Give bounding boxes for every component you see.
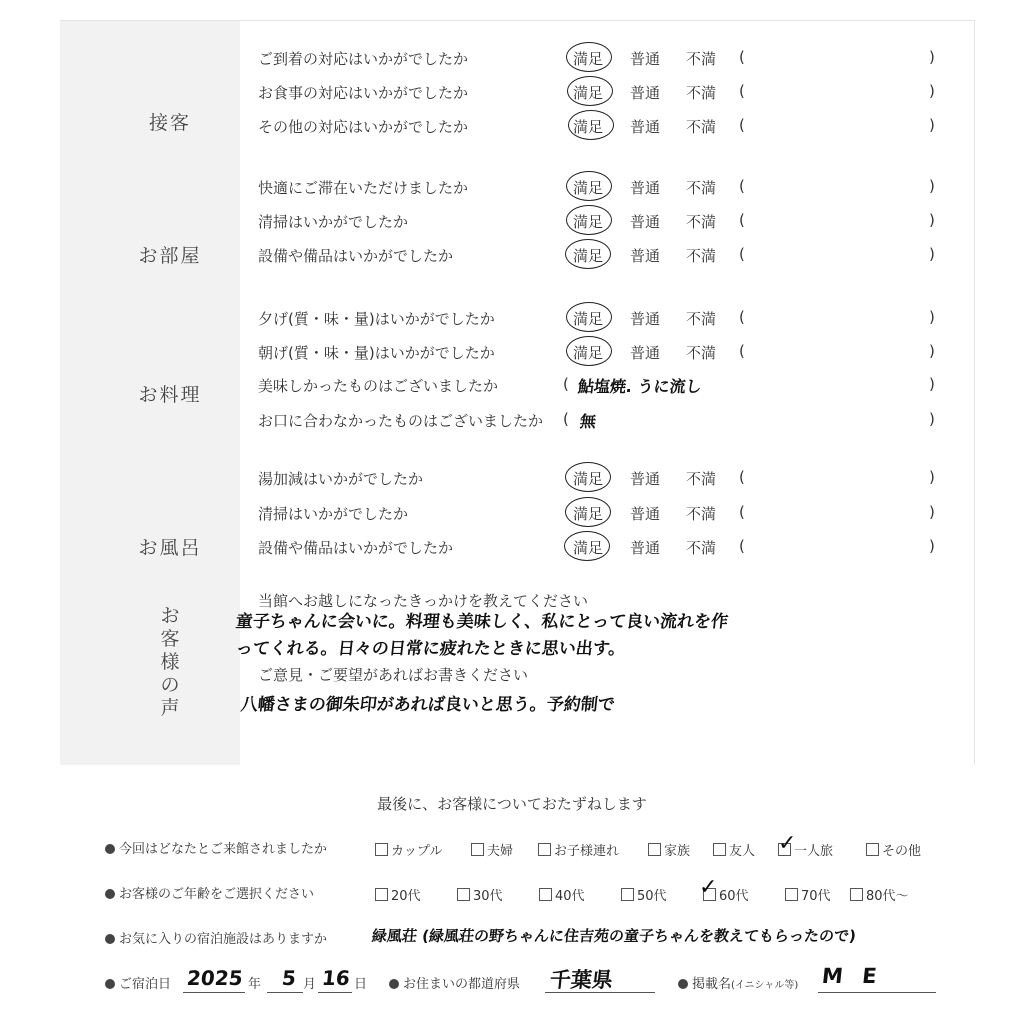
option-unsatisfied[interactable]: 不満: [686, 470, 717, 488]
option-satisfied[interactable]: 満足: [573, 247, 604, 265]
visit-type-family-checkbox[interactable]: 家族: [648, 840, 690, 859]
question-disliked-food: お口に合わなかったものはございましたか: [258, 412, 544, 430]
question-meal-service: お食事の対応はいかがでしたか: [258, 84, 469, 102]
question-arrival: ご到着の対応はいかがでしたか: [258, 50, 469, 68]
selection-circle: [566, 171, 612, 201]
comment-close-paren: ): [929, 116, 935, 134]
closing-heading: 最後に、お客様についておたずねします: [377, 795, 647, 813]
question-breakfast: 朝げ(質・味・量)はいかがでしたか: [258, 344, 495, 362]
visit-type-question: 今回はどなたとご来館されましたか: [105, 838, 327, 857]
comment-open-paren: (: [563, 410, 569, 428]
feedback-prompt: ご意見・ご要望があればお書きください: [258, 666, 529, 684]
question-room-cleaning: 清掃はいかがでしたか: [258, 213, 409, 231]
option-satisfied[interactable]: 満足: [573, 84, 604, 102]
section-label-service: 接客: [148, 112, 191, 134]
comment-close-paren: ): [929, 342, 935, 360]
option-unsatisfied[interactable]: 不満: [686, 505, 717, 523]
visit-reason-prompt: 当館へお越しになったきっかけを教えてください: [258, 592, 589, 610]
option-unsatisfied[interactable]: 不満: [686, 310, 717, 328]
bullet-dot-icon: [105, 844, 115, 854]
comment-open-paren: (: [739, 177, 745, 195]
option-unsatisfied[interactable]: 不満: [686, 247, 717, 265]
option-satisfied[interactable]: 満足: [573, 505, 604, 523]
comment-close-paren: ): [929, 375, 935, 393]
visit-type-with-children-checkbox[interactable]: お子様連れ: [538, 840, 619, 859]
option-unsatisfied[interactable]: 不満: [686, 344, 717, 362]
comment-close-paren: ): [929, 211, 935, 229]
bullet-dot-icon: [678, 979, 688, 989]
visit-type-friends-checkbox[interactable]: 友人: [713, 840, 755, 859]
comment-open-paren: (: [739, 468, 745, 486]
sheet-right-border: [974, 20, 975, 765]
publish-name-underline: [818, 992, 936, 993]
age-question: お客様のご年齢をご選択ください: [105, 883, 314, 902]
favorite-question: お気に入りの宿泊施設はありますか: [105, 928, 327, 947]
option-unsatisfied[interactable]: 不満: [686, 539, 717, 557]
question-bath-cleaning: 清掃はいかがでしたか: [258, 505, 409, 523]
comment-close-paren: ): [929, 177, 935, 195]
age-50s-checkbox[interactable]: 50代: [621, 885, 667, 904]
age-70s-checkbox[interactable]: 70代: [785, 885, 831, 904]
option-satisfied[interactable]: 満足: [573, 118, 604, 136]
section-label-food: お料理: [138, 384, 202, 406]
section-label-voice: お 客 様 の 声: [160, 605, 180, 719]
option-unsatisfied[interactable]: 不満: [686, 50, 717, 68]
stay-year-unit: 年: [248, 977, 262, 992]
feedback-answer: 八幡さまの御朱印があれば良いと思う。予約制で: [239, 695, 616, 715]
prefecture-underline: [545, 992, 655, 993]
stay-year-value: 2025: [185, 966, 244, 990]
selection-circle: [565, 497, 611, 527]
selection-circle: [566, 205, 612, 235]
comment-close-paren: ): [929, 308, 935, 326]
comment-close-paren: ): [929, 82, 935, 100]
prefecture-label: お住まいの都道府県: [389, 973, 520, 992]
option-normal[interactable]: 普通: [630, 344, 661, 362]
age-80s-checkbox[interactable]: 80代〜: [850, 885, 909, 904]
visit-type-other-checkbox[interactable]: その他: [866, 840, 921, 859]
selection-circle: [565, 239, 611, 269]
stay-date-label: ご宿泊日: [105, 973, 171, 992]
visit-reason-answer-line2: ってくれる。日々の日常に疲れたときに思い出す。: [234, 639, 627, 659]
option-normal[interactable]: 普通: [630, 247, 661, 265]
comment-open-paren: (: [739, 342, 745, 360]
comment-close-paren: ): [929, 468, 935, 486]
visit-type-couple-checkbox[interactable]: カップル: [375, 840, 442, 859]
publish-name-value: M E: [820, 964, 884, 988]
bullet-dot-icon: [105, 889, 115, 899]
selection-circle: [565, 462, 611, 492]
question-dinner: 夕げ(質・味・量)はいかがでしたか: [258, 310, 495, 328]
question-comfort: 快適にご滞在いただけましたか: [258, 179, 469, 197]
option-unsatisfied[interactable]: 不満: [686, 84, 717, 102]
stay-year-underline: [183, 992, 245, 993]
option-normal[interactable]: 普通: [630, 505, 661, 523]
option-unsatisfied[interactable]: 不満: [686, 118, 717, 136]
comment-open-paren: (: [563, 375, 569, 393]
comment-open-paren: (: [739, 245, 745, 263]
stay-day-value: 16: [320, 966, 352, 990]
option-satisfied[interactable]: 満足: [573, 179, 604, 197]
selection-circle: [566, 42, 612, 72]
option-normal[interactable]: 普通: [630, 310, 661, 328]
question-liked-food: 美味しかったものはございましたか: [258, 377, 499, 395]
comment-open-paren: (: [739, 308, 745, 326]
checkmark-icon: ✓: [778, 831, 797, 856]
option-normal[interactable]: 普通: [630, 539, 661, 557]
disliked-food-answer: 無: [578, 412, 597, 431]
selection-circle: [567, 76, 613, 106]
comment-open-paren: (: [739, 537, 745, 555]
visit-type-solo-checkbox[interactable]: 一人旅: [778, 840, 833, 859]
selection-circle: [564, 531, 610, 561]
stay-day-underline: [318, 992, 352, 993]
favorite-answer: 緑風荘 (緑風荘の野ちゃんに住吉苑の童子ちゃんを教えてもらったので): [371, 927, 857, 945]
bullet-dot-icon: [105, 979, 115, 989]
option-normal[interactable]: 普通: [630, 50, 661, 68]
selection-circle: [566, 336, 612, 366]
comment-open-paren: (: [739, 82, 745, 100]
comment-open-paren: (: [739, 116, 745, 134]
option-satisfied[interactable]: 満足: [573, 50, 604, 68]
comment-open-paren: (: [739, 211, 745, 229]
option-normal[interactable]: 普通: [630, 84, 661, 102]
option-satisfied[interactable]: 満足: [573, 310, 604, 328]
option-unsatisfied[interactable]: 不満: [686, 213, 717, 231]
selection-circle: [568, 110, 614, 140]
selection-circle: [566, 302, 612, 332]
stay-month-underline: [267, 992, 303, 993]
section-label-room: お部屋: [138, 245, 202, 267]
comment-close-paren: ): [929, 410, 935, 428]
question-bath-equipment: 設備や備品はいかがでしたか: [258, 539, 454, 557]
visit-type-married-checkbox[interactable]: 夫婦: [471, 840, 513, 859]
stay-month-unit: 月: [303, 977, 317, 992]
age-60s-checkbox[interactable]: 60代: [703, 885, 749, 904]
option-normal[interactable]: 普通: [630, 470, 661, 488]
question-other-service: その他の対応はいかがでしたか: [258, 118, 469, 136]
checkmark-icon: ✓: [699, 875, 718, 900]
comment-close-paren: ): [929, 48, 935, 66]
option-satisfied[interactable]: 満足: [573, 470, 604, 488]
option-normal[interactable]: 普通: [630, 213, 661, 231]
bullet-dot-icon: [389, 979, 399, 989]
comment-close-paren: ): [929, 537, 935, 555]
comment-open-paren: (: [739, 503, 745, 521]
stay-day-unit: 日: [354, 977, 368, 992]
age-30s-checkbox[interactable]: 30代: [457, 885, 503, 904]
option-unsatisfied[interactable]: 不満: [686, 179, 717, 197]
option-satisfied[interactable]: 満足: [573, 344, 604, 362]
stay-month-value: 5: [280, 966, 298, 990]
liked-food-answer: 鮎塩焼. うに流し: [576, 377, 703, 396]
publish-name-label: 掲載名(イニシャル等): [678, 973, 798, 992]
section-label-bath: お風呂: [138, 537, 202, 559]
bullet-dot-icon: [105, 934, 115, 944]
sheet-top-border: [60, 20, 975, 21]
option-normal[interactable]: 普通: [630, 179, 661, 197]
comment-close-paren: ): [929, 245, 935, 263]
age-20s-checkbox[interactable]: 20代: [375, 885, 421, 904]
option-satisfied[interactable]: 満足: [573, 539, 604, 557]
visit-reason-answer-line1: 童子ちゃんに会いに。料理も美味しく、私にとって良い流れを作: [234, 612, 730, 632]
option-normal[interactable]: 普通: [630, 118, 661, 136]
comment-open-paren: (: [739, 48, 745, 66]
question-bath-temperature: 湯加減はいかがでしたか: [258, 470, 424, 488]
question-room-equipment: 設備や備品はいかがでしたか: [258, 247, 454, 265]
comment-close-paren: ): [929, 503, 935, 521]
option-satisfied[interactable]: 満足: [573, 213, 604, 231]
prefecture-value: 千葉県: [548, 968, 615, 992]
age-40s-checkbox[interactable]: 40代: [539, 885, 585, 904]
